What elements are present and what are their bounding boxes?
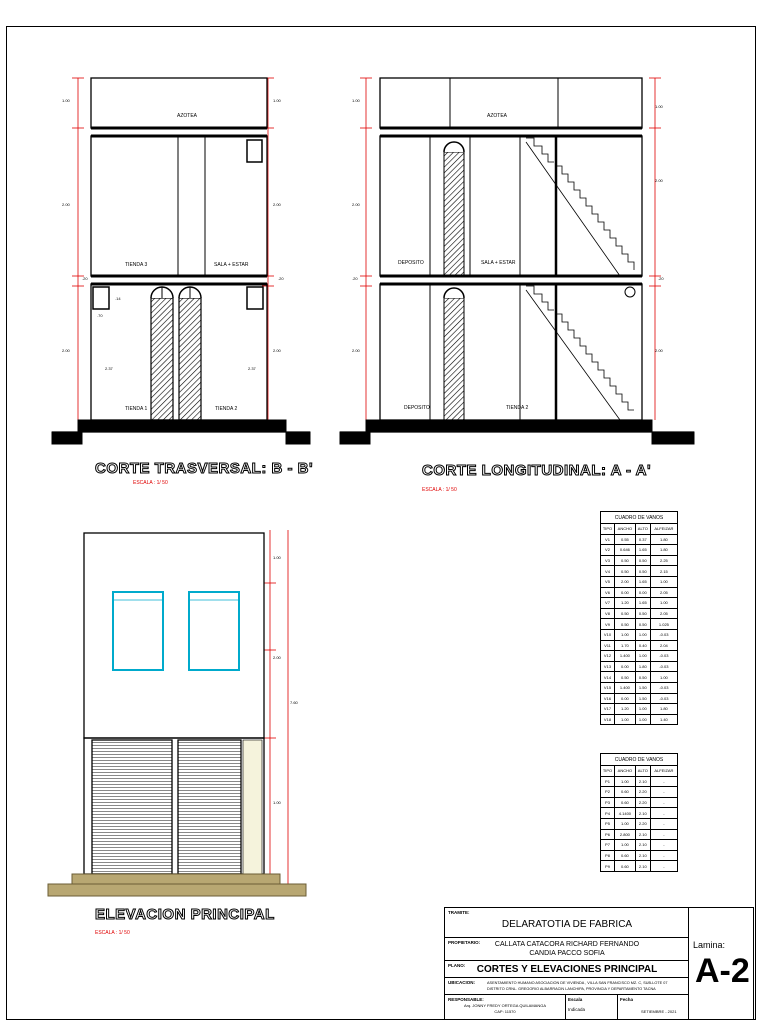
table-cell: 0.00 <box>614 661 635 672</box>
table-cell: 0.60 <box>614 787 635 798</box>
table-cell: 1.50 <box>635 693 650 704</box>
table-row <box>601 704 678 715</box>
table-cell: 0.50 <box>614 619 635 630</box>
fecha-value: SETIEMBRE - 2021 <box>641 1009 677 1014</box>
table-row <box>601 818 678 829</box>
table-cell: - <box>650 818 677 829</box>
table-cell: 0.50 <box>635 672 650 683</box>
row-propietario <box>445 938 689 961</box>
table-cell: V14 <box>601 672 615 683</box>
label-azotea: AZOTEA <box>177 113 198 119</box>
lamina-box <box>689 938 753 1019</box>
table-cell: P5 <box>601 818 615 829</box>
table-cell: 0.60 <box>614 850 635 861</box>
table-cell: 1.70 <box>614 640 635 651</box>
col-header: ANCHO <box>614 524 635 535</box>
table-row <box>601 555 678 566</box>
dim-window-height: .14 <box>115 296 121 301</box>
table-cell: V8 <box>601 608 615 619</box>
table-cell: V7 <box>601 598 615 609</box>
table-cell: 0.646 <box>614 545 635 556</box>
table-cell: 1.80 <box>650 534 677 545</box>
responsable-key: RESPONSABLE: <box>448 997 484 1002</box>
table-row <box>601 829 678 840</box>
label-deposito-lower: DEPOSITO <box>404 405 430 411</box>
table-cell: -0.03 <box>650 693 677 704</box>
table-cell: 1.65 <box>635 576 650 587</box>
table-cell: 1.00 <box>635 714 650 725</box>
table-cell: 0.50 <box>614 555 635 566</box>
table-cell: P1 <box>601 776 615 787</box>
table-cell: 0.50 <box>614 672 635 683</box>
dim-long-azotea: 1.00 <box>352 98 360 103</box>
table-cell: 0.50 <box>635 555 650 566</box>
table-cell: 2.15 <box>650 566 677 577</box>
table-cell: 0.50 <box>614 608 635 619</box>
table-cell: V1 <box>601 534 615 545</box>
table-cell: 1.00 <box>614 714 635 725</box>
table-cell: 1.50 <box>635 682 650 693</box>
table-cell: - <box>650 776 677 787</box>
dim-long-azotea-right: 1.00 <box>655 104 663 109</box>
section-b-b <box>52 78 310 444</box>
table-row <box>601 629 678 640</box>
col-header: ALFEIZAR <box>650 766 677 777</box>
table-cell: 0.40 <box>635 640 650 651</box>
table-cell: 2.10 <box>635 808 650 819</box>
dim-long-floor-lower-right: 2.00 <box>655 348 663 353</box>
dim-door: 2.37 <box>105 366 113 371</box>
table-cell: -0.03 <box>650 629 677 640</box>
table-cell: 0.55 <box>614 534 635 545</box>
dim-floor-upper-right: 2.00 <box>273 202 281 207</box>
table-row <box>601 661 678 672</box>
section-a-a <box>340 78 694 444</box>
propietario-2: CANDIA PACCO SOFIA <box>529 950 605 957</box>
table-row <box>601 598 678 609</box>
table-title: CUADRO DE VANOS <box>601 512 678 524</box>
propietario-key: PROPIETARIO: <box>448 940 481 945</box>
table-cell: -0.03 <box>650 651 677 662</box>
row-tramite <box>445 908 689 938</box>
tramite-value: DELARATOTIA DE FABRICA <box>501 919 633 930</box>
table-cell: 2.10 <box>635 840 650 851</box>
col-header: TIPO <box>601 766 615 777</box>
table-cell: V18 <box>601 714 615 725</box>
table-row <box>601 534 678 545</box>
label-tienda3: TIENDA 3 <box>125 262 148 268</box>
openings-table-doors <box>600 753 678 872</box>
table-cell: 1.00 <box>650 598 677 609</box>
table-row <box>601 619 678 630</box>
dim-long-floor-upper-right: 2.00 <box>655 178 663 183</box>
table-cell: 2.20 <box>635 787 650 798</box>
table-cell: 0.50 <box>635 566 650 577</box>
table-row <box>601 640 678 651</box>
table-cell: 2.10 <box>635 829 650 840</box>
table-row <box>601 797 678 808</box>
table-cell: - <box>650 787 677 798</box>
table-cell: 1.65 <box>635 545 650 556</box>
col-header: ANCHO <box>614 766 635 777</box>
ubicacion-1: ASENTAMIENTO HUMANO ASOCIACION DE VIVIENDA , VILLA SAN FRANCISCO MZ. C, SUB-LOTE 07 <box>487 981 668 985</box>
dim-azotea-right: 1.00 <box>273 98 281 103</box>
table-cell: 1.00 <box>635 704 650 715</box>
table-row <box>601 787 678 798</box>
table-row <box>601 587 678 598</box>
row-plano <box>445 961 689 978</box>
table-cell: 1.00 <box>614 818 635 829</box>
dim-door-right: 2.37 <box>248 366 256 371</box>
table-cell: 1.00 <box>614 776 635 787</box>
table-cell: V9 <box>601 619 615 630</box>
table-cell: -0.03 <box>650 661 677 672</box>
fecha-key: Fecha <box>620 997 634 1002</box>
table-cell: P6 <box>601 829 615 840</box>
table-cell: 0.00 <box>614 587 635 598</box>
dim-slab-right: .20 <box>278 276 284 281</box>
table-cell: 1.20 <box>614 598 635 609</box>
table-cell: V10 <box>601 629 615 640</box>
table-cell: 0.37 <box>635 534 650 545</box>
ubicacion-key: UBICACION: <box>448 980 475 985</box>
table-cell: 0.00 <box>635 587 650 598</box>
table-cell: V13 <box>601 661 615 672</box>
table-cell: 1.00 <box>635 629 650 640</box>
table-cell: 0.60 <box>614 861 635 872</box>
table-row <box>601 651 678 662</box>
table-cell: 1.00 <box>614 840 635 851</box>
table-row <box>601 576 678 587</box>
table-cell: 2.10 <box>635 861 650 872</box>
table-title: CUADRO DE VANOS <box>601 754 678 766</box>
row-responsable <box>445 995 689 1019</box>
table-row <box>601 808 678 819</box>
table-cell: V6 <box>601 587 615 598</box>
table-cell: 2.05 <box>650 587 677 598</box>
dim-azotea: 1.00 <box>62 98 70 103</box>
label-deposito-upper: DEPOSITO <box>398 260 424 266</box>
table-cell: V11 <box>601 640 615 651</box>
dim-elev-top: 1.00 <box>273 555 281 560</box>
col-header: TIPO <box>601 524 615 535</box>
table-cell: - <box>650 850 677 861</box>
table-cell: 2.10 <box>635 850 650 861</box>
dim-elev-low: 1.00 <box>273 800 281 805</box>
table-cell: V5 <box>601 576 615 587</box>
scale-corte-longitudinal: ESCALA : 1/ 50 <box>422 487 457 493</box>
propietario-1: CALLATA CATACORA RICHARD FERNANDO <box>494 941 640 948</box>
row-ubicacion <box>445 978 689 995</box>
table-cell: V4 <box>601 566 615 577</box>
dim-floor-lower-right: 2.00 <box>273 348 281 353</box>
plano-value: CORTES Y ELEVACIONES PRINCIPAL <box>476 964 658 975</box>
table-cell: 0.00 <box>614 693 635 704</box>
dim-long-slab: .20 <box>352 276 358 281</box>
table-row <box>601 776 678 787</box>
dim-window-width: .70 <box>97 313 103 318</box>
scale-corte-transversal: ESCALA : 1/ 50 <box>133 480 168 486</box>
lamina-value: A-2 <box>695 952 750 990</box>
table-cell: P8 <box>601 850 615 861</box>
table-cell: 2.05 <box>650 608 677 619</box>
table-cell: 2.800 <box>614 829 635 840</box>
ubicacion-2: DISTRITO CRNL. GREGORIO ALBARRACIN LANCHIPA, PROVINCIA Y DEPARTAMENTO TACNA <box>487 987 656 991</box>
lamina-key: Lamina: <box>693 940 726 950</box>
table-cell: P2 <box>601 787 615 798</box>
table-cell: 1.20 <box>614 704 635 715</box>
table-cell: 0.50 <box>614 566 635 577</box>
label-tienda2: TIENDA 2 <box>215 406 238 412</box>
table-cell: - <box>650 797 677 808</box>
table-cell: V15 <box>601 682 615 693</box>
table-cell: 1.80 <box>635 661 650 672</box>
table-cell: 1.00 <box>635 651 650 662</box>
table-cell: 2.25 <box>650 555 677 566</box>
responsable-1: Arq. JONNY FREDY ORTEGA QUILAMANGA <box>463 1003 547 1008</box>
dim-elev-mid: 2.00 <box>273 655 281 660</box>
table-cell: P4 <box>601 808 615 819</box>
table-cell: 2.10 <box>635 776 650 787</box>
table-cell: 2.00 <box>614 576 635 587</box>
dim-floor-lower: 2.00 <box>62 348 70 353</box>
tramite-key: TRAMITE: <box>448 910 470 915</box>
plano-key: PLANO: <box>448 963 466 968</box>
dim-long-floor-lower: 2.00 <box>352 348 360 353</box>
table-cell: V3 <box>601 555 615 566</box>
table-cell: 0.60 <box>614 797 635 808</box>
label-sala-estar-long: SALA + ESTAR <box>481 260 516 266</box>
title-block <box>444 907 754 1020</box>
title-corte-longitudinal: CORTE LONGITUDINAL: A - A' <box>422 462 652 479</box>
dim-slab: .20 <box>82 276 88 281</box>
table-row <box>601 693 678 704</box>
table-cell: 1.80 <box>650 545 677 556</box>
table-cell: 2.20 <box>635 818 650 829</box>
table-cell: V12 <box>601 651 615 662</box>
table-cell: 1.65 <box>635 598 650 609</box>
table-row <box>601 608 678 619</box>
table-cell: P7 <box>601 840 615 851</box>
label-azotea-long: AZOTEA <box>487 113 508 119</box>
label-tienda2-long: TIENDA 2 <box>506 405 529 411</box>
front-elevation <box>48 530 306 896</box>
table-row <box>601 566 678 577</box>
openings-table-windows <box>600 511 678 725</box>
table-cell: 0.50 <box>635 608 650 619</box>
label-tienda1: TIENDA 1 <box>125 406 148 412</box>
escala-key: Escala <box>568 997 583 1002</box>
table-cell: - <box>650 840 677 851</box>
col-header: ALTO <box>635 766 650 777</box>
table-cell: -0.03 <box>650 682 677 693</box>
table-cell: P9 <box>601 861 615 872</box>
table-cell: 2.20 <box>635 797 650 808</box>
table-row <box>601 850 678 861</box>
table-cell: V2 <box>601 545 615 556</box>
col-header: ALFEIZAR <box>650 524 677 535</box>
dim-long-slab-right: .20 <box>658 276 664 281</box>
table-cell: V16 <box>601 693 615 704</box>
table-row <box>601 714 678 725</box>
title-elevacion: ELEVACION PRINCIPAL <box>95 906 275 923</box>
table-cell: P3 <box>601 797 615 808</box>
table-cell: 1.400 <box>614 682 635 693</box>
table-cell: 1.00 <box>650 576 677 587</box>
table-row <box>601 861 678 872</box>
table-cell: 1.00 <box>650 672 677 683</box>
table-cell: 2.04 <box>650 640 677 651</box>
table-cell: 1.400 <box>614 651 635 662</box>
escala-value: Indicada <box>568 1007 586 1012</box>
table-row <box>601 545 678 556</box>
table-cell: 1.80 <box>650 704 677 715</box>
table-cell: 1.00 <box>614 629 635 640</box>
col-header: ALTO <box>635 524 650 535</box>
table-row <box>601 840 678 851</box>
table-cell: 1.40 <box>650 714 677 725</box>
table-cell: 4.1400 <box>614 808 635 819</box>
label-sala-estar: SALA + ESTAR <box>214 262 249 268</box>
table-cell: - <box>650 829 677 840</box>
table-cell: V17 <box>601 704 615 715</box>
title-corte-transversal: CORTE TRASVERSAL: B - B' <box>95 460 314 477</box>
dim-long-floor-upper: 2.00 <box>352 202 360 207</box>
table-row <box>601 682 678 693</box>
table-cell: - <box>650 861 677 872</box>
scale-elevacion: ESCALA : 1/ 50 <box>95 930 130 936</box>
table-cell: 0.50 <box>635 619 650 630</box>
table-cell: 1.025 <box>650 619 677 630</box>
table-cell: - <box>650 808 677 819</box>
dim-elev-total: 7.60 <box>290 700 298 705</box>
dim-floor-upper: 2.00 <box>62 202 70 207</box>
table-row <box>601 672 678 683</box>
responsable-2: CAP: 11570 <box>494 1009 516 1014</box>
